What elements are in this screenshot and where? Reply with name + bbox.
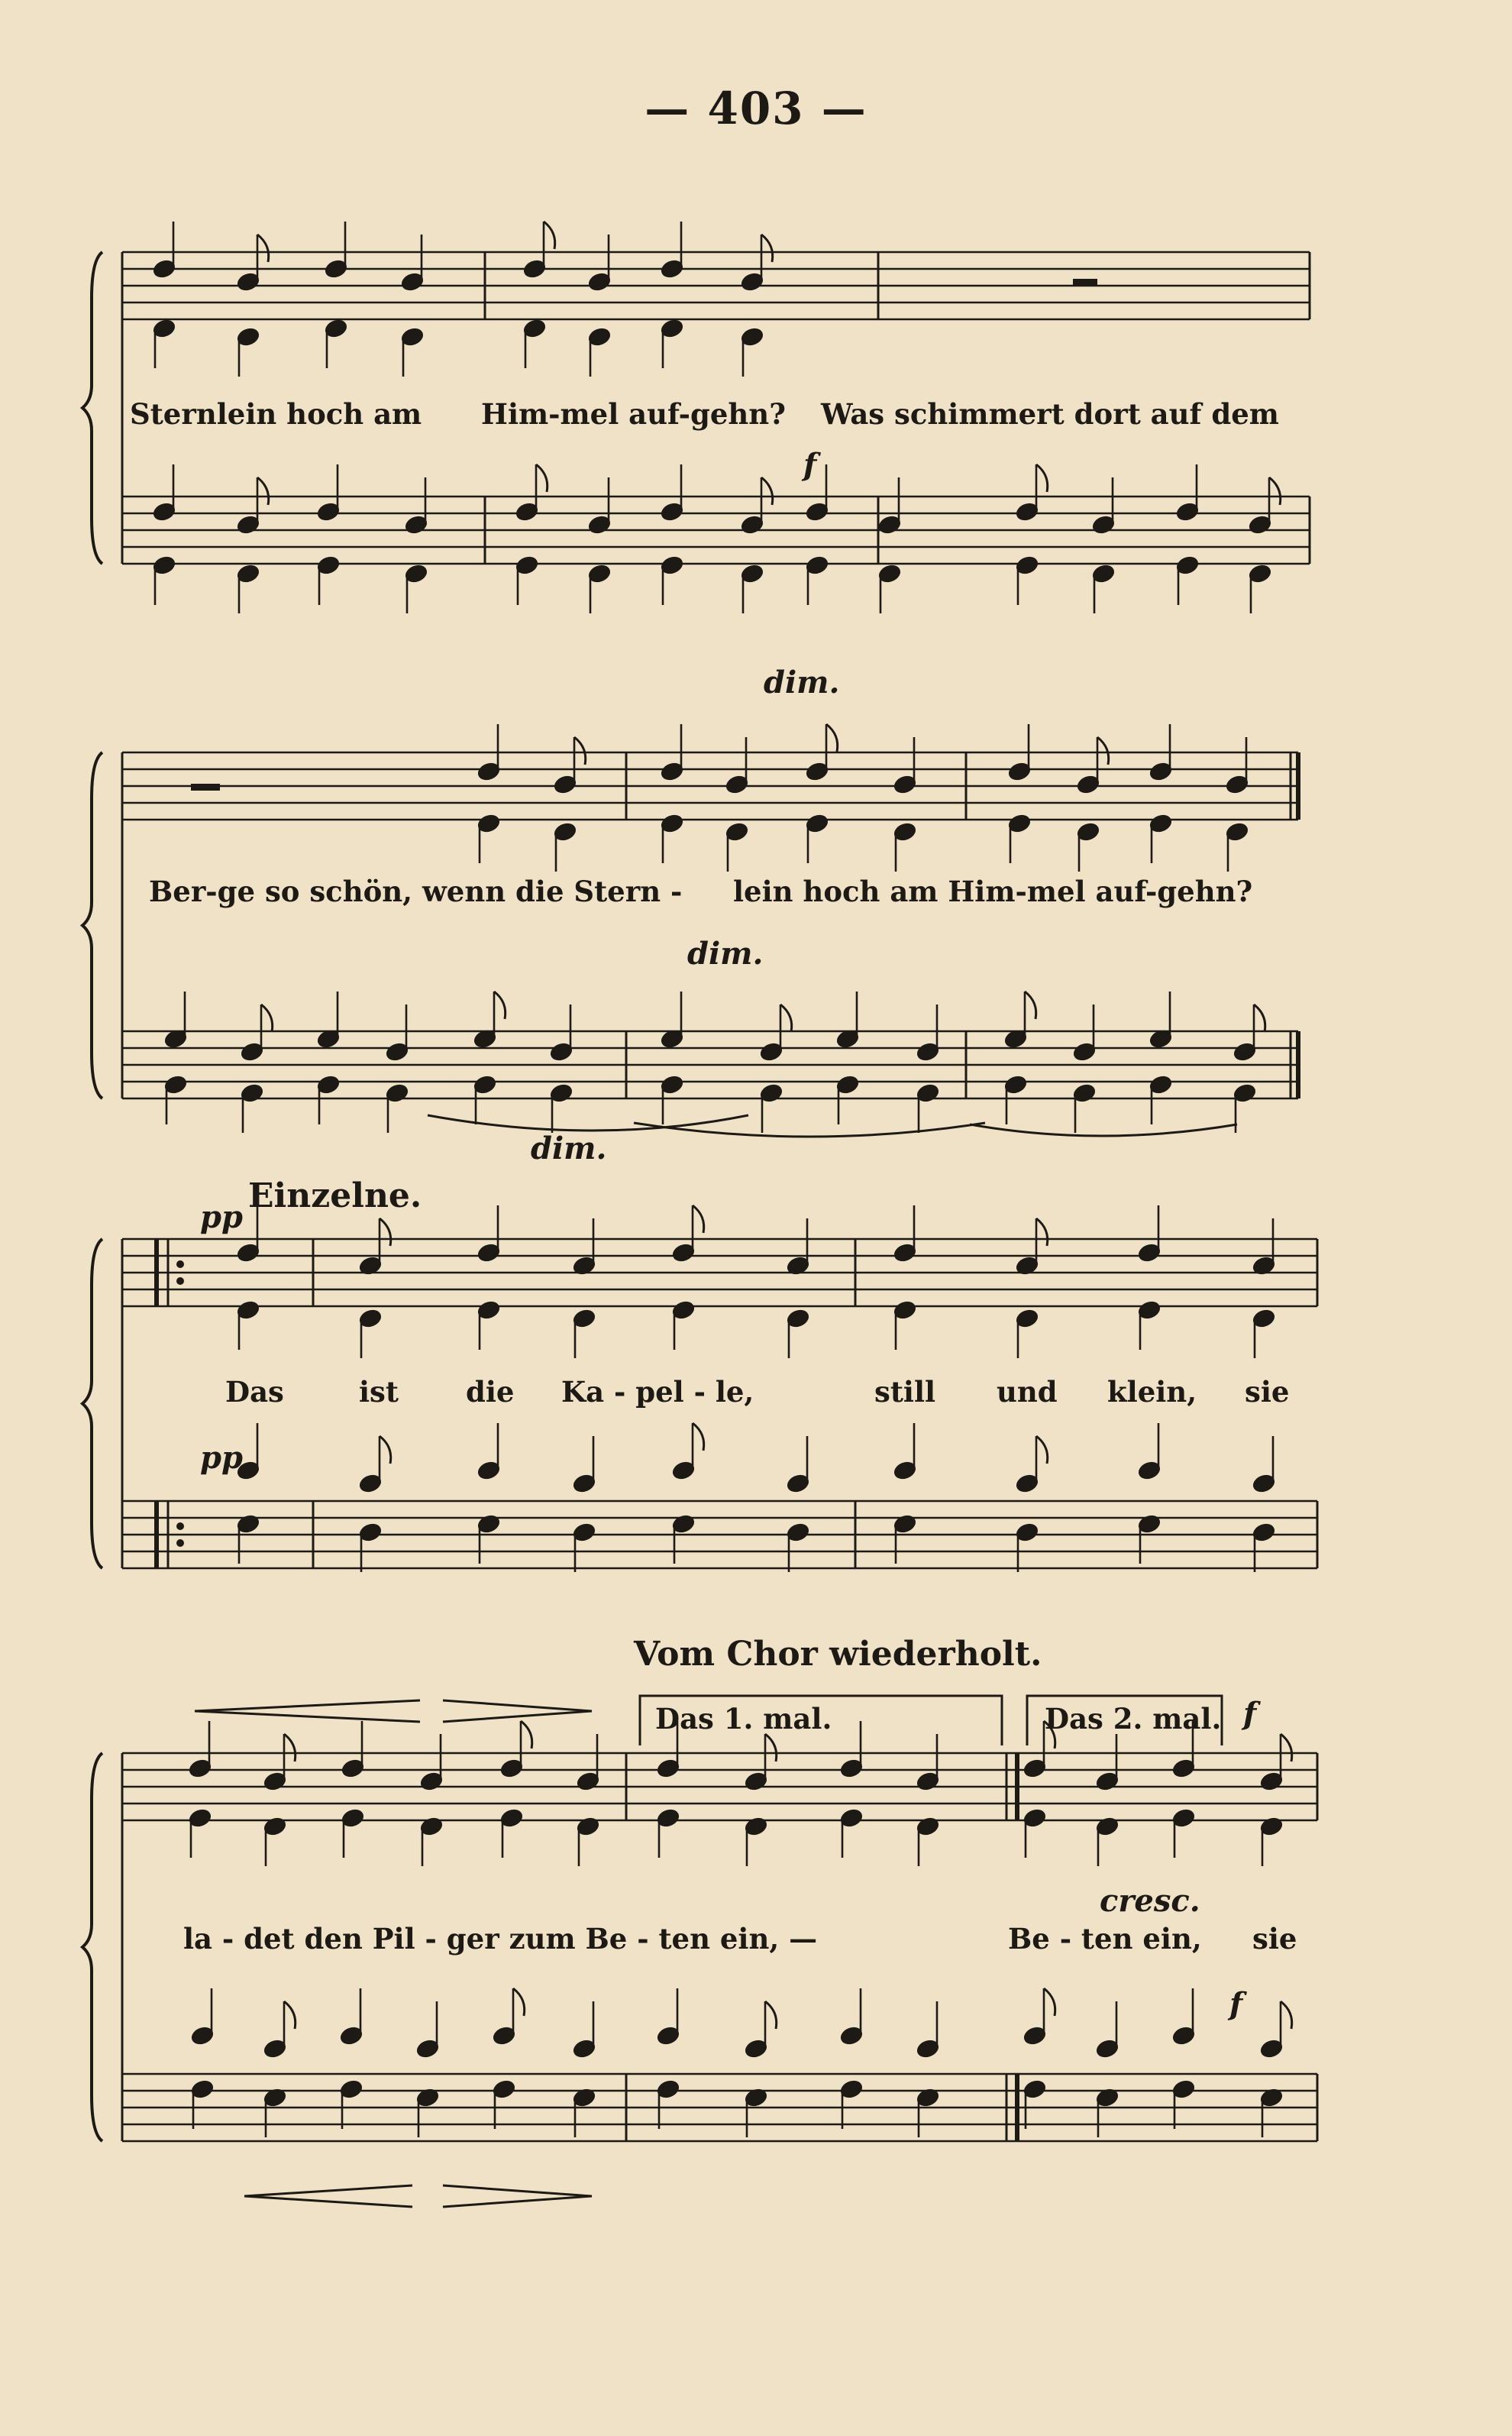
volta-second-ending-label: Das 2. mal. [1045, 1702, 1222, 1736]
system-brace [82, 252, 102, 564]
note-flag [1036, 1218, 1048, 1246]
repeat-dot [176, 1539, 184, 1547]
note-flag [765, 2001, 777, 2029]
system-2 [0, 657, 1512, 1184]
section-heading-vom-chor: Vom Chor wiederholt. [634, 1635, 1042, 1674]
dynamic-forte-bottom: f [1229, 1986, 1243, 2022]
half-rest [191, 784, 220, 791]
note-flag [765, 1734, 777, 1761]
lyric-3f: und [997, 1375, 1058, 1409]
dynamic-pp-bottom: pp [200, 1440, 243, 1476]
system-brace [82, 1753, 102, 2141]
lyric-4c: sie [1252, 1922, 1297, 1956]
system-brace [82, 752, 102, 1098]
cresc-hairpin [195, 1700, 420, 1722]
system-1-lyrics [130, 397, 1321, 443]
section-heading-einzelne: Einzelne. [248, 1176, 422, 1215]
whole-rest [1073, 279, 1097, 286]
dynamic-forte: f [803, 447, 817, 483]
note-flag [1036, 1436, 1048, 1464]
repeat-dot [176, 1522, 184, 1530]
note-flag [494, 992, 506, 1019]
lyric-3c: die [466, 1375, 515, 1409]
note-flag [1097, 737, 1109, 765]
note-flag [380, 1436, 391, 1464]
lyric-1a: Sternlein hoch am [130, 397, 422, 431]
dynamic-forte-top: f [1243, 1696, 1257, 1732]
system-4-lyrics [130, 1922, 1321, 1968]
note-flag [761, 235, 773, 262]
tie-arc [970, 1124, 1237, 1136]
repeat-dot [176, 1277, 184, 1285]
system-3 [0, 1176, 1512, 1619]
note-flag [826, 724, 838, 752]
dynamic-cresc: cresc. [1100, 1883, 1200, 1919]
note-flag [761, 477, 773, 505]
note-flag [257, 477, 269, 505]
note-flag [1281, 1734, 1292, 1761]
note-flag [1269, 477, 1281, 505]
dim-hairpin [443, 1700, 592, 1722]
volta-first-ending-label: Das 1. mal. [655, 1702, 832, 1736]
note-flag [693, 1205, 704, 1233]
lyric-3d: Ka - pel - le, [561, 1375, 754, 1409]
note-flag [780, 1004, 792, 1032]
dynamic-dim-bottom: dim. [531, 1131, 607, 1166]
page-number: — 403 — [645, 82, 867, 134]
dynamic-dim-top: dim. [764, 665, 840, 700]
note-flag [1044, 1988, 1055, 2016]
system-4-notation [0, 1635, 1512, 2399]
note-flag [1254, 1004, 1265, 1032]
system-3-lyrics [130, 1375, 1321, 1421]
note-flag [284, 1734, 296, 1761]
note-flag [1036, 464, 1048, 492]
note-flag [513, 1988, 525, 2016]
note-flag [261, 1004, 273, 1032]
note-flag [574, 737, 586, 765]
lyric-3e: still [874, 1375, 936, 1409]
cresc-hairpin [244, 2185, 412, 2207]
note-flag [380, 1218, 391, 1246]
note-flag [257, 235, 269, 262]
lyric-3b: ist [359, 1375, 399, 1409]
lyric-1b: Him-mel auf-gehn? [481, 397, 786, 431]
dynamic-dim-mid: dim. [687, 936, 764, 972]
note-flag [284, 2001, 296, 2029]
lyric-3a: Das [225, 1375, 284, 1409]
lyric-1c: Was schimmert dort auf dem [821, 397, 1279, 431]
lyric-2b: lein hoch am Him-mel auf-gehn? [733, 875, 1253, 908]
note-flag [1025, 992, 1036, 1019]
note-flag [693, 1423, 704, 1451]
system-1 [0, 206, 1512, 634]
lyric-2a: Ber-ge so schön, wenn die Stern - [149, 875, 683, 908]
lyric-3g: klein, [1107, 1375, 1197, 1409]
lyric-4a: la - det den Pil - ger zum Be - ten ein, — [183, 1922, 818, 1956]
system-2-notation [0, 657, 1512, 1184]
note-flag [536, 464, 548, 492]
note-flag [521, 1721, 532, 1749]
note-flag [544, 222, 555, 249]
dim-hairpin [443, 2185, 592, 2207]
dynamic-pp-top: pp [200, 1199, 243, 1235]
system-brace [82, 1239, 102, 1568]
repeat-dot [176, 1260, 184, 1268]
system-4 [0, 1635, 1512, 2399]
note-flag [1281, 2001, 1292, 2029]
lyric-3h: sie [1245, 1375, 1290, 1409]
lyric-4b: Be - ten ein, [1008, 1922, 1202, 1956]
system-2-lyrics [130, 875, 1321, 920]
